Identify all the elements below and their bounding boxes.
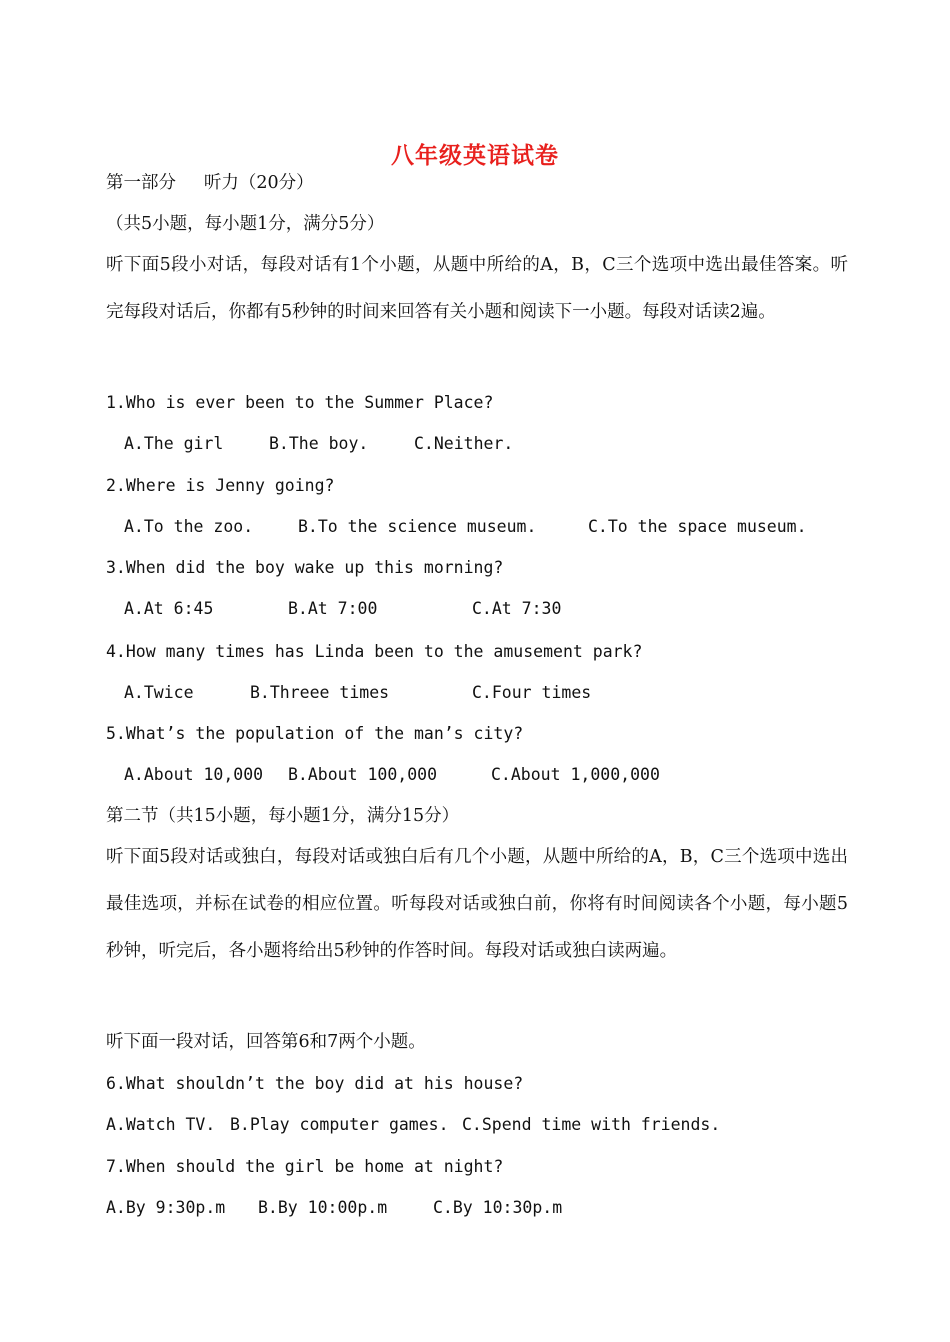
question-4: 4.How many times has Linda been to the amusement park? xyxy=(106,642,643,661)
question-5-option-b: B.About 100,000 xyxy=(288,765,438,784)
section1-note: （共5小题，每小题1分，满分5分） xyxy=(106,214,385,234)
question-1-option-c: C.Neither. xyxy=(414,434,514,453)
dialog-note: 听下面一段对话，回答第6和7两个小题。 xyxy=(106,1032,426,1052)
question-6-option-a: A.Watch TV. xyxy=(106,1115,216,1134)
section2-instructions: 听下面5段对话或独白，每段对话或独白后有几个小题，从题中所给的A，B，C三个选项中选出最佳选项，并标在试卷的相应位置。听每段对话或独白前，你将有时间阅读各个小题，每小题5秒钟，听完后，各小题将给出5秒钟的作答时间。每段对话或独白读两遍。 xyxy=(106,847,848,961)
question-7-option-a: A.By 9:30p.m xyxy=(106,1198,226,1217)
question-5-option-a: A.About 10,000 xyxy=(124,765,264,784)
question-1-option-a: A.The girl xyxy=(124,434,224,453)
question-1: 1.Who is ever been to the Summer Place? xyxy=(106,393,494,412)
question-2-option-c: C.To the space museum. xyxy=(588,517,807,536)
question-6: 6.What shouldn’t the boy did at his house? xyxy=(106,1074,524,1093)
question-5-option-c: C.About 1,000,000 xyxy=(491,765,660,784)
question-3-option-c: C.At 7:30 xyxy=(472,599,562,618)
question-2-option-a: A.To the zoo. xyxy=(124,517,254,536)
page-title: 八年级英语试卷 xyxy=(391,143,559,169)
question-1-option-b: B.The boy. xyxy=(269,434,369,453)
question-4-option-b: B.Threee times xyxy=(250,683,390,702)
section2-heading: 第二节（共15小题，每小题1分，满分15分） xyxy=(106,806,460,826)
question-6-option-b: B.Play computer games. xyxy=(230,1115,449,1134)
question-2-option-b: B.To the science museum. xyxy=(298,517,537,536)
question-3: 3.When did the boy wake up this morning? xyxy=(106,558,504,577)
part1-heading: 第一部分 听力（20分） xyxy=(106,173,314,193)
question-4-option-c: C.Four times xyxy=(472,683,592,702)
question-4-option-a: A.Twice xyxy=(124,683,194,702)
question-7-option-c: C.By 10:30p.m xyxy=(433,1198,563,1217)
question-6-option-c: C.Spend time with friends. xyxy=(462,1115,721,1134)
question-3-option-a: A.At 6:45 xyxy=(124,599,214,618)
question-7: 7.When should the girl be home at night? xyxy=(106,1157,504,1176)
question-5: 5.What’s the population of the man’s city? xyxy=(106,724,524,743)
question-2: 2.Where is Jenny going? xyxy=(106,476,335,495)
section1-instructions: 听下面5段小对话，每段对话有1个小题，从题中所给的A，B，C三个选项中选出最佳答案。听完每段对话后，你都有5秒钟的时间来回答有关小题和阅读下一小题。每段对话读2遍。 xyxy=(106,255,848,322)
question-7-option-b: B.By 10:00p.m xyxy=(258,1198,388,1217)
question-3-option-b: B.At 7:00 xyxy=(288,599,378,618)
